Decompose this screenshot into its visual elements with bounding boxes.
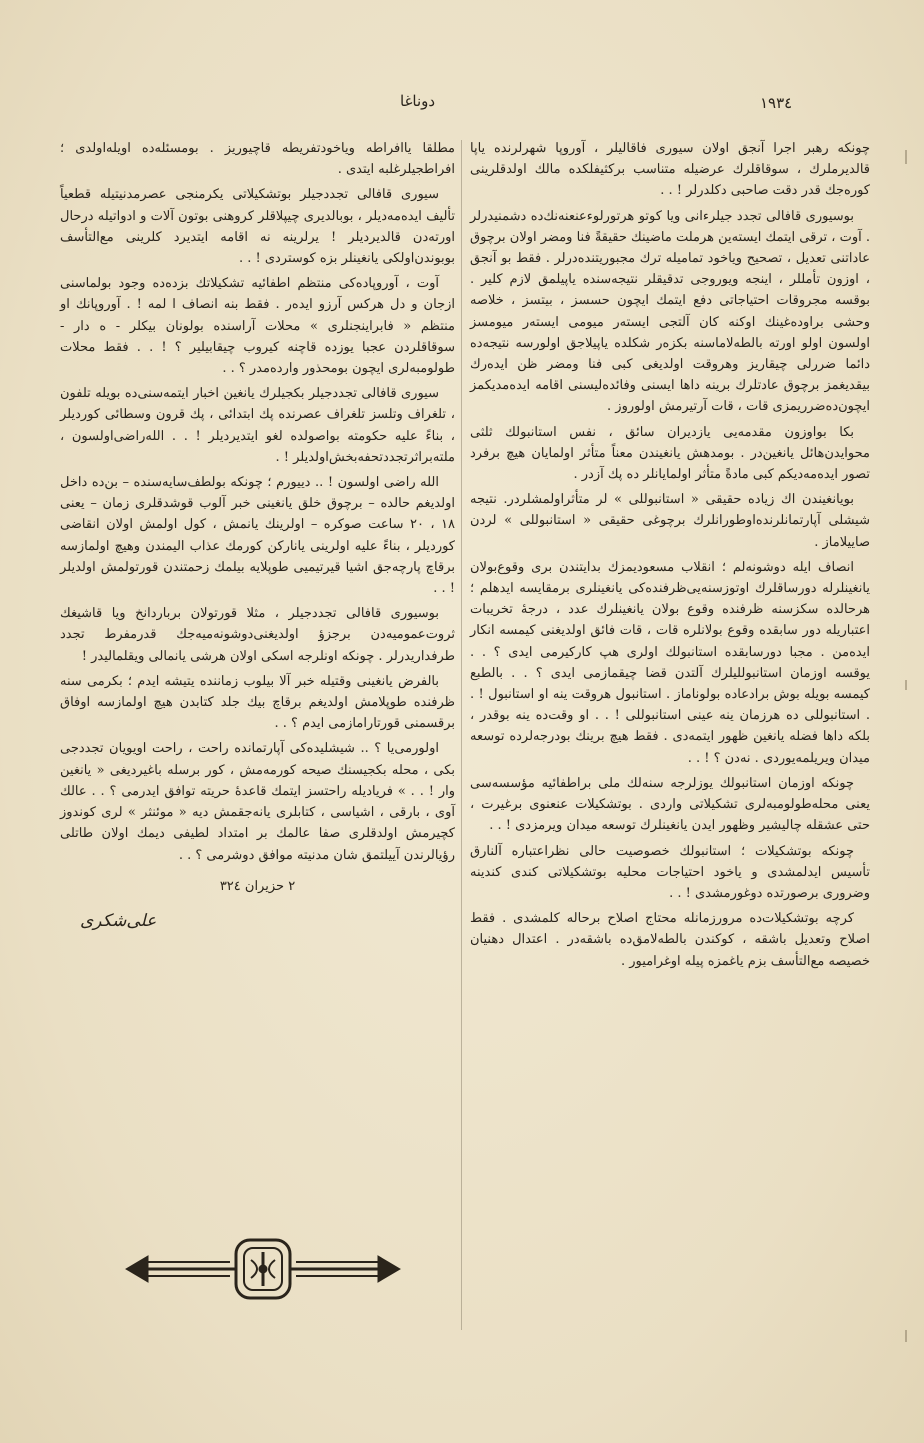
paragraph: بالفرض یانغینی وقتیله خبر آلا بیلوب زماننده یتیشه ایدم ؛ بکرمی سنه ظرفنده طوپلامش اولدیغم برقاچ بیك جلد کتابدن هیچ اولمازسه اوفاق برقسمنی قورتارامازمی ایدم ؟ . . xyxy=(60,673,455,732)
left-column xyxy=(60,138,455,932)
paragraph: چونکه رهبر اجرا آنجق اولان سیوری فاقالیلر ، آوروپا شهرلرنده یاپا قالدیرملرك ، سوقاقلرك عرضیله متناسب برکثیفلکده مالك اولدقلرینی کوره‌جك قدر دقت صاحبی دکلدرلر ! . . xyxy=(470,141,870,199)
column-divider xyxy=(461,140,462,1330)
paragraph: چونکه اوزمان استانبولك یوزلرجه سنه‌لك ملی براطفائیه مؤسسه‌سی یعنی محله‌طولومبه‌لری تشکیلاتی واردی . بوتشکیلات عنعنوی برغیرت ، حتی عشقله چالیشیر وظهور ایدن یانغینلرك توسعه میدان ویرمزدی ! . . xyxy=(470,775,870,834)
margin-mark xyxy=(905,680,907,690)
right-column xyxy=(470,138,870,976)
margin-mark xyxy=(905,150,907,164)
paragraph: سیوری قافالی تجددجیلر بکجیلرك یانغین اخبار ایتمه‌سنی‌ده بویله تلفون ، تلغراف وتلسز تلغراف عصرنده پك ابتدائی ، پك قرون وسطائی کوردیلر ، بناءً علیه حکومته بواصولده لغو ایتدیردیلر ! . . الله‌راضی‌اولسون ، ملته‌براثرتجددتحفه‌بخش‌اولدیلر ! . xyxy=(60,386,455,465)
paragraph: سیوری قافالی تجددجیلر بوتشکیلاتی یکرمنجی عصرمدنیتیله قطعیاً تألیف ایده‌مه‌دیلر ، بوبالدیری چیپلاقلر کروهنی بوتون آلات و ادواتیله درحال اورته‌دن قالدیردیلر ! یرلرینه نه اقامه ایتدیرد کلرینی مع‌التأسف بوبوندن‌اولکی یانغینلر بزه کوستردی ! . . xyxy=(60,187,455,267)
page-header-title: دوناغا xyxy=(400,92,436,110)
paragraph: مطلقا یاافراطه ویاخودتفریطه قاچیوریز . بومسئله‌ده اویله‌اولدی ؛ افراطجیلرغلبه ایتدی . xyxy=(60,141,455,178)
author-signature: علی‌شکری xyxy=(80,910,157,931)
paragraph: بکا بواوزون مقدمه‌یی یازدیران سائق ، نفس استانبولك ثلثی محوایدن‌هائل یانغین‌در . بومدهش یانغیندن معناً متأثر اولمایان هیچ برفرد تصور ایده‌مه‌دیکم کبی مادةً متأثر اولمایانلر ده پك آزدر . xyxy=(470,424,870,483)
paragraph: چونکه بوتشکیلات ؛ استانبولك خصوصیت حالی نظراعتباره آلنارق تأسیس ایدلمشدی و یاخود احتیاجات محلیه بوتشکیلاتی کندی کندینه وضروری برصورتده دوغورمشدی ! . . xyxy=(470,843,870,901)
paragraph: بوسیوری قافالی تجدد جیلرءانی ویا کوتو هرتورلوءعنعنه‌نك‌ده دشمنیدرلر . آوت ، ترقی ایتمك ایسته‌ین هرملت ماضینك حقیقةً فنا ومضر اولان برچوق عاداتنی تعدیل ، تصحیح ویاخود تماميله ترك مجبوریتنده‌درلر . فقط بو آنجق ، اوزون تأمللر ، اینجه ویوروجی تدقیقلر نتیجه‌سنده یاپیلمق لازم کلیر . بوقسه مجروقات احتیاجاتی دفع ایتمك ایچون حسسز ، بیتسز ، خلاصه وحشی براوده‌غینك اوکنه کان آلتجی ایسته‌ر میومی ایسته‌ر میومسز اولسون اولو اورته بالطه‌لاماسنه بکزه‌ر شکلده یاپیلاجق اولورسه نتیجه‌ده دائما ضررلی چیقاریز وهروقت اولدیغی کبی فنا ومضر ظن ایده‌رك بیقدیغمز برچوق عادتلرك برینه داها ایسنی وفائده‌لیسنی اقامه ایده‌مدیکمز ایچون‌ده‌ضرریمزی قات ، قات آرتیرمش اولوروز . xyxy=(470,208,870,415)
margin-mark xyxy=(905,1330,907,1342)
paragraph: بوسیوری قافالی تجددجیلر ، مثلا قورتولان برباردانخ ویا قاشیغك ثروت‌عمومیه‌دن برجزؤ اولدیغنی‌دوشونه‌میه‌جك قدرمفرط تجدد طرفداریدرلر . چونکه اونلرجه اسکی اولان هرشی یانمالی ویقلمالیدر ! xyxy=(60,606,455,664)
paragraph: آوت ، آوروپاده‌کی منتظم اطفائیه تشکیلاتك بزده‌ده وجود بولماسنی ازجان و دل هرکس آرزو ایده‌ر . فقط بنه انصاف ا لمه ! . آوروپانك او منتظم « فابراینجنلری » محلات آراسنده بولونان بیکلر - ه دار - سوقاقلردن عجبا یوزده قاچنه کیروب چیقابیلیر ؟ ! . . فقط محلات طولومبه‌لری ایچون بومحذور وارده‌مدر ؟ . . xyxy=(60,276,455,377)
paragraph: انصاف ایله دوشونه‌لم ؛ انقلاب مسعودیمزك بدایتندن بری وقوع‌بولان یانغینلرله دورساقلرك اوتوزسنه‌یی‌ظرفنده‌کی یانغینلری برمقایسه ایدهلم ؛ هرحالده سکزسنه ظرفنده وقوع بولان یانغینلرك عدد ، درجهٔ تخریبات اعتباریله دور سابقده وقوع بولانلره قات ، قات فائق اولدیغنی کیمسه انکار ایده‌من . مجبا دورسابقده استانبولك اولری هپ کارکیرمی ایدی ؟ . . یوقسه اوزمان استانبوللیلرك آلتدن قضا چیقمازمی ایدی ؟ . . بالطبع کیمسه بویله بوش برادعاده بولوناماز . استانبول هروقت ینه او استانبول ! . . استانبوللی ده هرزمان ینه عینی استانبوللی ! . . او وقت‌ده ینه بوقدر ، بلکه داها فضله یانغین ظهور ایتمه‌دی . فقط هیچ برینك بودرجه‌لرده توسعه میدان ویریلمه‌یوردی . نه‌دن ؟ ! . . xyxy=(470,559,870,766)
paragraph: الله راضی اولسون ! .. دییورم ؛ چونکه بولطف‌سایه‌سنده – بن‌ده داخل اولدیغم حالده – برچوق خلق یانغینی خبر آلوب قوشدقلری زمان – یعنی ١٨ ، ٢٠ ساعت صوکره – اولرینك یانمش ، کول اولمش اولان انقاضی کوردیلر ، بناءً علیه اولرینی یانارکن کورمك عذاب الیمندن وهیچ اولمازسه برقاچ پارچه‌جق اشیا قیرتیمیی طوپلایه بیلمك زحمتندن قورتولمش اولدیلر ! . . xyxy=(60,475,455,597)
paragraph: اولورمی‌یا ؟ .. شیشلیده‌کی آپارتمانده راحت ، راحت اویویان تجددجی بکی ، محله بکجیسنك صیحه کورمه‌مش ، کور برسله باغیردیغی « یانغین وار ! . . » فریادیله راحتسز ایتمك قاعدهٔ حریته توافق ایدرمی ؟ . . عالك آوی ، بارقی ، اشیاسی ، کتابلری یانه‌جقمش دیه « موئنثر » لری کوندوز کچیرمش اولدقلری صفا عالمك بر امتداد لطیفی دیمك اولان طاتلی رؤیالرندن آییلتمق شان مدنیته موافق دوشرمی ؟ . . xyxy=(60,741,455,863)
paragraph: بویانغیندن اك زیاده حقیقی « استانبوللی » لر متأثراولمشلردر. نتیجه شیشلی آپارتمانلرنده‌اوطورانلرك برچوغی حقیقی « استانبوللی » لردن صاییلاماز . xyxy=(470,492,870,550)
ornament-vignette xyxy=(118,1234,408,1304)
page-number: ١٩٣٤ xyxy=(760,94,793,112)
dateline: ٢ حزیران ٣٢٤ xyxy=(219,878,296,894)
paragraph: کرچه بوتشکیلات‌ده مرورزمانله محتاج اصلاح برحاله کلمشدی . فقط اصلاح وتعدیل باشقه ، کوکندن بالطه‌لامق‌ده باشقه‌در . اعتدال دهنیان خصیصه مع‌التأسف بزم یاغمزه پیله اوغرامیور . xyxy=(470,911,870,969)
